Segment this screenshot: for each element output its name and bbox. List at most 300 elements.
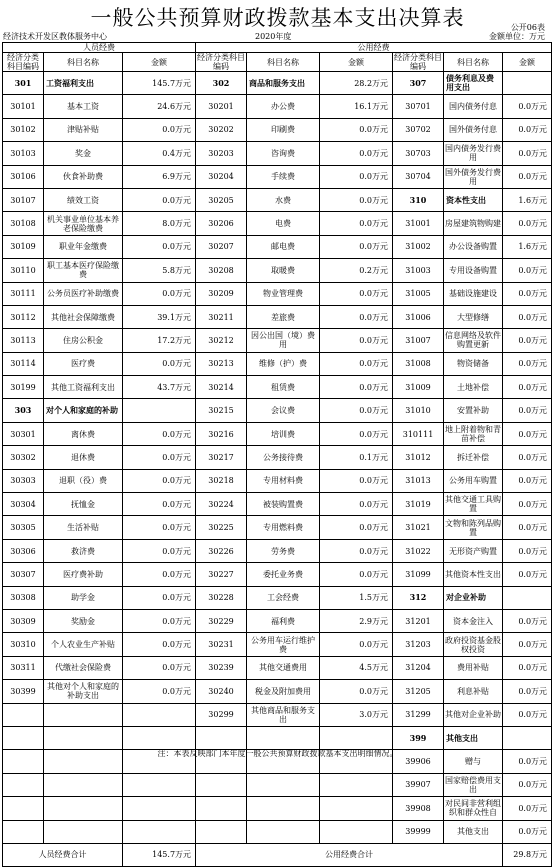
cell-code: 30106 xyxy=(3,165,44,188)
cell-amount: 0.0万元 xyxy=(503,797,552,820)
cell-amount: 0.0万元 xyxy=(320,422,393,445)
cell-code: 31099 xyxy=(393,563,444,586)
cell-code: 30107 xyxy=(3,188,44,211)
cell-code: 31021 xyxy=(393,516,444,539)
cell-name xyxy=(247,773,320,796)
table-row xyxy=(3,493,552,516)
cell-name: 绩效工资 xyxy=(44,188,123,211)
table-row xyxy=(3,329,552,352)
cell-name: 医疗费 xyxy=(44,352,123,375)
cell-name: 物业管理费 xyxy=(247,282,320,305)
cell-name: 工会经费 xyxy=(247,586,320,609)
cell-code: 30225 xyxy=(196,516,247,539)
cell-code: 30305 xyxy=(3,516,44,539)
cell-name: 地上附着物和青苗补偿 xyxy=(444,422,503,445)
cell-name: 机关事业单位基本养老保险缴费 xyxy=(44,212,123,235)
cell-amount: 0.0万元 xyxy=(503,750,552,773)
cell-code: 31205 xyxy=(393,680,444,703)
fiscal-year: 2020年度 xyxy=(255,32,292,41)
cell-code: 31012 xyxy=(393,446,444,469)
cell-name: 利息补贴 xyxy=(444,680,503,703)
cell-name: 离休费 xyxy=(44,422,123,445)
cell-name: 其他支出 xyxy=(444,820,503,843)
cell-amount: 6.9万元 xyxy=(123,165,196,188)
cell-code: 30302 xyxy=(3,446,44,469)
cell-amount: 0.0万元 xyxy=(503,165,552,188)
cell-code: 30207 xyxy=(196,235,247,258)
cell-amount: 1.6万元 xyxy=(503,235,552,258)
cell-amount: 0.0万元 xyxy=(123,422,196,445)
cell-name xyxy=(44,703,123,726)
cell-code: 30701 xyxy=(393,95,444,118)
cell-name: 委托业务费 xyxy=(247,563,320,586)
cell-name: 办公设备购置 xyxy=(444,235,503,258)
cell-name: 奖金 xyxy=(44,142,123,165)
cell-amount: 0.0万元 xyxy=(320,142,393,165)
cell-code: 30702 xyxy=(393,118,444,141)
cell-name: 专用材料费 xyxy=(247,469,320,492)
cell-amount: 0.0万元 xyxy=(320,633,393,656)
cell-name: 被装购置费 xyxy=(247,493,320,516)
cell-amount xyxy=(503,726,552,749)
cell-name: 房屋建筑物购建 xyxy=(444,212,503,235)
cell-code: 30240 xyxy=(196,680,247,703)
cell-name: 培训费 xyxy=(247,422,320,445)
cell-amount: 0.0万元 xyxy=(320,516,393,539)
cell-code: 30215 xyxy=(196,399,247,422)
cell-code: 30209 xyxy=(196,282,247,305)
table-row xyxy=(3,235,552,258)
table-row xyxy=(3,305,552,328)
cell-code: 30217 xyxy=(196,446,247,469)
cell-name: 差旅费 xyxy=(247,305,320,328)
table-row xyxy=(3,516,552,539)
table-row xyxy=(3,212,552,235)
cell-amount: 0.0万元 xyxy=(503,446,552,469)
table-row xyxy=(3,703,552,726)
cell-amount xyxy=(320,773,393,796)
cell-name xyxy=(44,773,123,796)
cell-amount xyxy=(503,72,552,95)
cell-name: 因公出国（境）费用 xyxy=(247,329,320,352)
cell-name: 办公费 xyxy=(247,95,320,118)
cell-code: 303 xyxy=(3,399,44,422)
cell-name: 国外债务付息 xyxy=(444,118,503,141)
cell-amount: 0.0万元 xyxy=(503,633,552,656)
cell-code: 31002 xyxy=(393,235,444,258)
cell-amount: 0.0万元 xyxy=(503,820,552,843)
page-title: 一般公共预算财政拨款基本支出决算表 xyxy=(90,6,465,30)
cell-amount: 0.0万元 xyxy=(123,282,196,305)
cell-amount xyxy=(123,773,196,796)
cell-name: 文物和陈列品购置 xyxy=(444,516,503,539)
cell-code: 30306 xyxy=(3,539,44,562)
table-row xyxy=(3,726,552,749)
cell-amount: 0.0万元 xyxy=(123,656,196,679)
cell-code: 399 xyxy=(393,726,444,749)
cell-name: 取暖费 xyxy=(247,259,320,282)
cell-code: 31013 xyxy=(393,469,444,492)
cell-amount: 4.5万元 xyxy=(320,656,393,679)
cell-code: 31204 xyxy=(393,656,444,679)
cell-name xyxy=(44,797,123,820)
cell-code: 30307 xyxy=(3,563,44,586)
cell-amount: 0.0万元 xyxy=(320,165,393,188)
cell-amount: 0.0万元 xyxy=(503,305,552,328)
cell-code: 312 xyxy=(393,586,444,609)
cell-name: 公务员医疗补助缴费 xyxy=(44,282,123,305)
cell-code: 310111 xyxy=(393,422,444,445)
cell-code xyxy=(196,726,247,749)
table-row xyxy=(3,469,552,492)
cell-code: 30202 xyxy=(196,118,247,141)
cell-amount: 0.0万元 xyxy=(503,563,552,586)
cell-name: 电费 xyxy=(247,212,320,235)
cell-amount: 17.2万元 xyxy=(123,329,196,352)
cell-code: 30112 xyxy=(3,305,44,328)
cell-amount: 0.0万元 xyxy=(123,446,196,469)
cell-amount: 39.1万元 xyxy=(123,305,196,328)
cell-name: 土地补偿 xyxy=(444,376,503,399)
cell-amount: 2.9万元 xyxy=(320,609,393,632)
cell-amount: 0.0万元 xyxy=(503,118,552,141)
cell-name: 商品和服务支出 xyxy=(247,72,320,95)
cell-name: 邮电费 xyxy=(247,235,320,258)
cell-name: 福利费 xyxy=(247,609,320,632)
cell-name: 其他资本性支出 xyxy=(444,563,503,586)
cell-name: 救济费 xyxy=(44,539,123,562)
cell-amount: 0.0万元 xyxy=(320,235,393,258)
cell-code: 30206 xyxy=(196,212,247,235)
cell-amount: 0.0万元 xyxy=(320,188,393,211)
cell-name: 基础设施建设 xyxy=(444,282,503,305)
cell-amount: 0.0万元 xyxy=(123,118,196,141)
cell-name: 其他支出 xyxy=(444,726,503,749)
cell-name: 助学金 xyxy=(44,586,123,609)
table-row xyxy=(3,446,552,469)
table-row xyxy=(3,656,552,679)
cell-name xyxy=(247,797,320,820)
cell-amount: 16.1万元 xyxy=(320,95,393,118)
cell-code: 30704 xyxy=(393,165,444,188)
cell-code: 30224 xyxy=(196,493,247,516)
cell-amount: 0.0万元 xyxy=(503,516,552,539)
cell-code: 30109 xyxy=(3,235,44,258)
cell-code: 30308 xyxy=(3,586,44,609)
cell-name: 资本金注入 xyxy=(444,609,503,632)
table-row xyxy=(3,282,552,305)
cell-amount xyxy=(123,820,196,843)
cell-amount: 0.0万元 xyxy=(503,422,552,445)
table-row xyxy=(3,95,552,118)
cell-code xyxy=(196,820,247,843)
table-row xyxy=(3,376,552,399)
cell-name: 专用燃料费 xyxy=(247,516,320,539)
cell-code: 30101 xyxy=(3,95,44,118)
table-row xyxy=(3,72,552,95)
cell-code: 30239 xyxy=(196,656,247,679)
cell-name: 职业年金缴费 xyxy=(44,235,123,258)
cell-amount: 0.0万元 xyxy=(320,305,393,328)
cell-code xyxy=(196,773,247,796)
cell-amount: 0.0万元 xyxy=(123,235,196,258)
cell-amount: 0.0万元 xyxy=(123,586,196,609)
cell-code: 39908 xyxy=(393,797,444,820)
cell-code: 301 xyxy=(3,72,44,95)
cell-name: 退职（役）费 xyxy=(44,469,123,492)
cell-name: 赠与 xyxy=(444,750,503,773)
cell-code: 39907 xyxy=(393,773,444,796)
cell-code: 30204 xyxy=(196,165,247,188)
cell-amount: 0.0万元 xyxy=(320,282,393,305)
cell-amount: 0.0万元 xyxy=(320,352,393,375)
cell-code xyxy=(3,703,44,726)
cell-name xyxy=(44,820,123,843)
cell-amount: 0.2万元 xyxy=(320,259,393,282)
cell-name: 其他社会保障缴费 xyxy=(44,305,123,328)
cell-amount: 5.8万元 xyxy=(123,259,196,282)
cell-code: 30103 xyxy=(3,142,44,165)
cell-code: 31005 xyxy=(393,282,444,305)
cell-name: 其他工资福利支出 xyxy=(44,376,123,399)
cell-code: 30208 xyxy=(196,259,247,282)
cell-code: 30226 xyxy=(196,539,247,562)
cell-name: 其他交通费用 xyxy=(247,656,320,679)
cell-amount: 0.0万元 xyxy=(123,609,196,632)
cell-code: 30301 xyxy=(3,422,44,445)
table-row xyxy=(3,422,552,445)
cell-amount: 0.0万元 xyxy=(503,259,552,282)
cell-code: 30108 xyxy=(3,212,44,235)
cell-code: 302 xyxy=(196,72,247,95)
cell-amount: 0.0万元 xyxy=(503,680,552,703)
cell-code: 30214 xyxy=(196,376,247,399)
cell-name: 政府投资基金股权投资 xyxy=(444,633,503,656)
cell-name: 职工基本医疗保险缴费 xyxy=(44,259,123,282)
cell-amount: 0.0万元 xyxy=(320,493,393,516)
cell-amount: 0.4万元 xyxy=(123,142,196,165)
cell-code: 39999 xyxy=(393,820,444,843)
cell-name: 生活补贴 xyxy=(44,516,123,539)
cell-code: 30311 xyxy=(3,656,44,679)
cell-amount: 0.0万元 xyxy=(503,703,552,726)
cell-amount: 43.7万元 xyxy=(123,376,196,399)
cell-name: 大型修缮 xyxy=(444,305,503,328)
cell-amount: 0.0万元 xyxy=(503,469,552,492)
personnel-total-value: 145.7万元 xyxy=(123,843,196,866)
cell-amount: 0.0万元 xyxy=(503,539,552,562)
cell-name: 抚恤金 xyxy=(44,493,123,516)
cell-name: 信息网络及软件购置更新 xyxy=(444,329,503,352)
table-row xyxy=(3,680,552,703)
cell-amount: 0.0万元 xyxy=(123,493,196,516)
cell-amount: 3.0万元 xyxy=(320,703,393,726)
cell-name: 印刷费 xyxy=(247,118,320,141)
cell-amount: 0.0万元 xyxy=(320,539,393,562)
code-header: 经济分类科目编码 xyxy=(394,53,443,71)
cell-amount: 0.0万元 xyxy=(123,563,196,586)
cell-code: 30199 xyxy=(3,376,44,399)
cell-amount: 0.0万元 xyxy=(320,399,393,422)
cell-code xyxy=(3,726,44,749)
cell-name: 其他对个人和家庭的补助支出 xyxy=(44,680,123,703)
cell-code: 30703 xyxy=(393,142,444,165)
table-row xyxy=(3,609,552,632)
cell-amount: 0.0万元 xyxy=(503,376,552,399)
cell-name: 手续费 xyxy=(247,165,320,188)
cell-amount: 0.0万元 xyxy=(503,282,552,305)
footnote: 注：本表反映部门本年度一般公共预算财政拨款基本支出明细情况。 xyxy=(157,749,398,758)
table-row xyxy=(3,820,552,843)
cell-name: 国内债务发行费用 xyxy=(444,142,503,165)
cell-code: 31299 xyxy=(393,703,444,726)
cell-code: 31010 xyxy=(393,399,444,422)
cell-code: 307 xyxy=(393,72,444,95)
table-row xyxy=(3,259,552,282)
cell-code: 30201 xyxy=(196,95,247,118)
cell-amount xyxy=(320,820,393,843)
cell-name: 对个人和家庭的补助 xyxy=(44,399,123,422)
cell-name: 费用补贴 xyxy=(444,656,503,679)
cell-amount: 0.0万元 xyxy=(503,493,552,516)
cell-code: 30399 xyxy=(3,680,44,703)
cell-name: 其他对企业补助 xyxy=(444,703,503,726)
cell-amount: 1.5万元 xyxy=(320,586,393,609)
cell-code: 30309 xyxy=(3,609,44,632)
cell-code xyxy=(3,797,44,820)
cell-code: 30310 xyxy=(3,633,44,656)
cell-name xyxy=(44,726,123,749)
cell-amount: 0.0万元 xyxy=(320,329,393,352)
cell-amount: 0.0万元 xyxy=(503,609,552,632)
table-row xyxy=(3,352,552,375)
cell-name: 物资储备 xyxy=(444,352,503,375)
personnel-section-header: 人员经费 xyxy=(3,43,196,53)
cell-name: 对企业补助 xyxy=(444,586,503,609)
cell-amount: 8.0万元 xyxy=(123,212,196,235)
cell-code: 310 xyxy=(393,188,444,211)
cell-amount xyxy=(320,726,393,749)
cell-amount xyxy=(503,586,552,609)
cell-amount: 0.0万元 xyxy=(123,469,196,492)
cell-amount xyxy=(123,726,196,749)
public-section-header: 公用经费 xyxy=(196,43,552,53)
cell-code: 30229 xyxy=(196,609,247,632)
cell-name: 医疗费补助 xyxy=(44,563,123,586)
cell-amount: 0.0万元 xyxy=(123,188,196,211)
code-header: 经济分类科目编码 xyxy=(3,53,44,72)
cell-amount: 0.0万元 xyxy=(320,680,393,703)
table-row xyxy=(3,118,552,141)
cell-name: 维修（护）费 xyxy=(247,352,320,375)
cell-amount: 0.0万元 xyxy=(123,516,196,539)
cell-code: 30218 xyxy=(196,469,247,492)
cell-name: 退休费 xyxy=(44,446,123,469)
cell-name: 伙食补助费 xyxy=(44,165,123,188)
cell-name: 津贴补贴 xyxy=(44,118,123,141)
cell-amount: 0.0万元 xyxy=(503,95,552,118)
cell-name: 咨询费 xyxy=(247,142,320,165)
amount-header: 金额 xyxy=(503,53,552,72)
cell-amount: 0.0万元 xyxy=(320,118,393,141)
cell-name: 代缴社会保险费 xyxy=(44,656,123,679)
table-row xyxy=(3,797,552,820)
cell-code: 30228 xyxy=(196,586,247,609)
cell-amount: 0.0万元 xyxy=(123,633,196,656)
cell-code: 30227 xyxy=(196,563,247,586)
cell-amount: 24.6万元 xyxy=(123,95,196,118)
cell-amount xyxy=(123,797,196,820)
cell-name: 专用设备购置 xyxy=(444,259,503,282)
cell-code: 31007 xyxy=(393,329,444,352)
cell-amount: 0.0万元 xyxy=(503,142,552,165)
cell-code: 30231 xyxy=(196,633,247,656)
unit-name: 经济技术开发区教体服务中心 xyxy=(3,32,107,41)
cell-name: 其他交通工具购置 xyxy=(444,493,503,516)
cell-code: 30303 xyxy=(3,469,44,492)
cell-code: 30110 xyxy=(3,259,44,282)
cell-code: 31022 xyxy=(393,539,444,562)
totals-row xyxy=(3,843,552,866)
name-header: 科目名称 xyxy=(247,53,320,72)
cell-name: 债务利息及费用支出 xyxy=(444,72,503,95)
cell-code: 31006 xyxy=(393,305,444,328)
table-row xyxy=(3,563,552,586)
cell-amount: 0.0万元 xyxy=(503,329,552,352)
name-header: 科目名称 xyxy=(44,53,123,72)
cell-amount: 0.0万元 xyxy=(320,563,393,586)
cell-amount: 0.0万元 xyxy=(503,399,552,422)
personnel-total-label: 人员经费合计 xyxy=(3,843,123,866)
code-header: 经济分类科目编码 xyxy=(197,53,246,71)
cell-code: 30216 xyxy=(196,422,247,445)
cell-code: 31003 xyxy=(393,259,444,282)
cell-code: 30211 xyxy=(196,305,247,328)
cell-name: 资本性支出 xyxy=(444,188,503,211)
cell-code: 31019 xyxy=(393,493,444,516)
cell-code: 31201 xyxy=(393,609,444,632)
cell-amount: 0.0万元 xyxy=(123,680,196,703)
form-code: 公开06表 xyxy=(510,23,545,32)
cell-code: 31008 xyxy=(393,352,444,375)
cell-name: 国家赔偿费用支出 xyxy=(444,773,503,796)
cell-amount: 0.0万元 xyxy=(320,376,393,399)
cell-name: 国内债务付息 xyxy=(444,95,503,118)
expenditure-table xyxy=(2,42,552,867)
cell-name: 拆迁补偿 xyxy=(444,446,503,469)
cell-amount: 28.2万元 xyxy=(320,72,393,95)
amount-unit: 金额单位：万元 xyxy=(489,32,545,41)
table-row xyxy=(3,142,552,165)
cell-name: 工资福利支出 xyxy=(44,72,123,95)
cell-amount: 0.0万元 xyxy=(503,352,552,375)
cell-name: 无形资产购置 xyxy=(444,539,503,562)
cell-amount: 1.6万元 xyxy=(503,188,552,211)
cell-name: 基本工资 xyxy=(44,95,123,118)
cell-amount: 145.7万元 xyxy=(123,72,196,95)
cell-amount xyxy=(123,703,196,726)
cell-name: 对民间非营利组织和群众性自 xyxy=(444,797,503,820)
cell-amount: 0.0万元 xyxy=(320,212,393,235)
table-row xyxy=(3,399,552,422)
table-row xyxy=(3,586,552,609)
cell-name: 税金及附加费用 xyxy=(247,680,320,703)
cell-code: 30304 xyxy=(3,493,44,516)
cell-amount: 0.0万元 xyxy=(503,773,552,796)
cell-code: 31009 xyxy=(393,376,444,399)
cell-name: 水费 xyxy=(247,188,320,211)
public-total-label: 公用经费合计 xyxy=(196,843,503,866)
